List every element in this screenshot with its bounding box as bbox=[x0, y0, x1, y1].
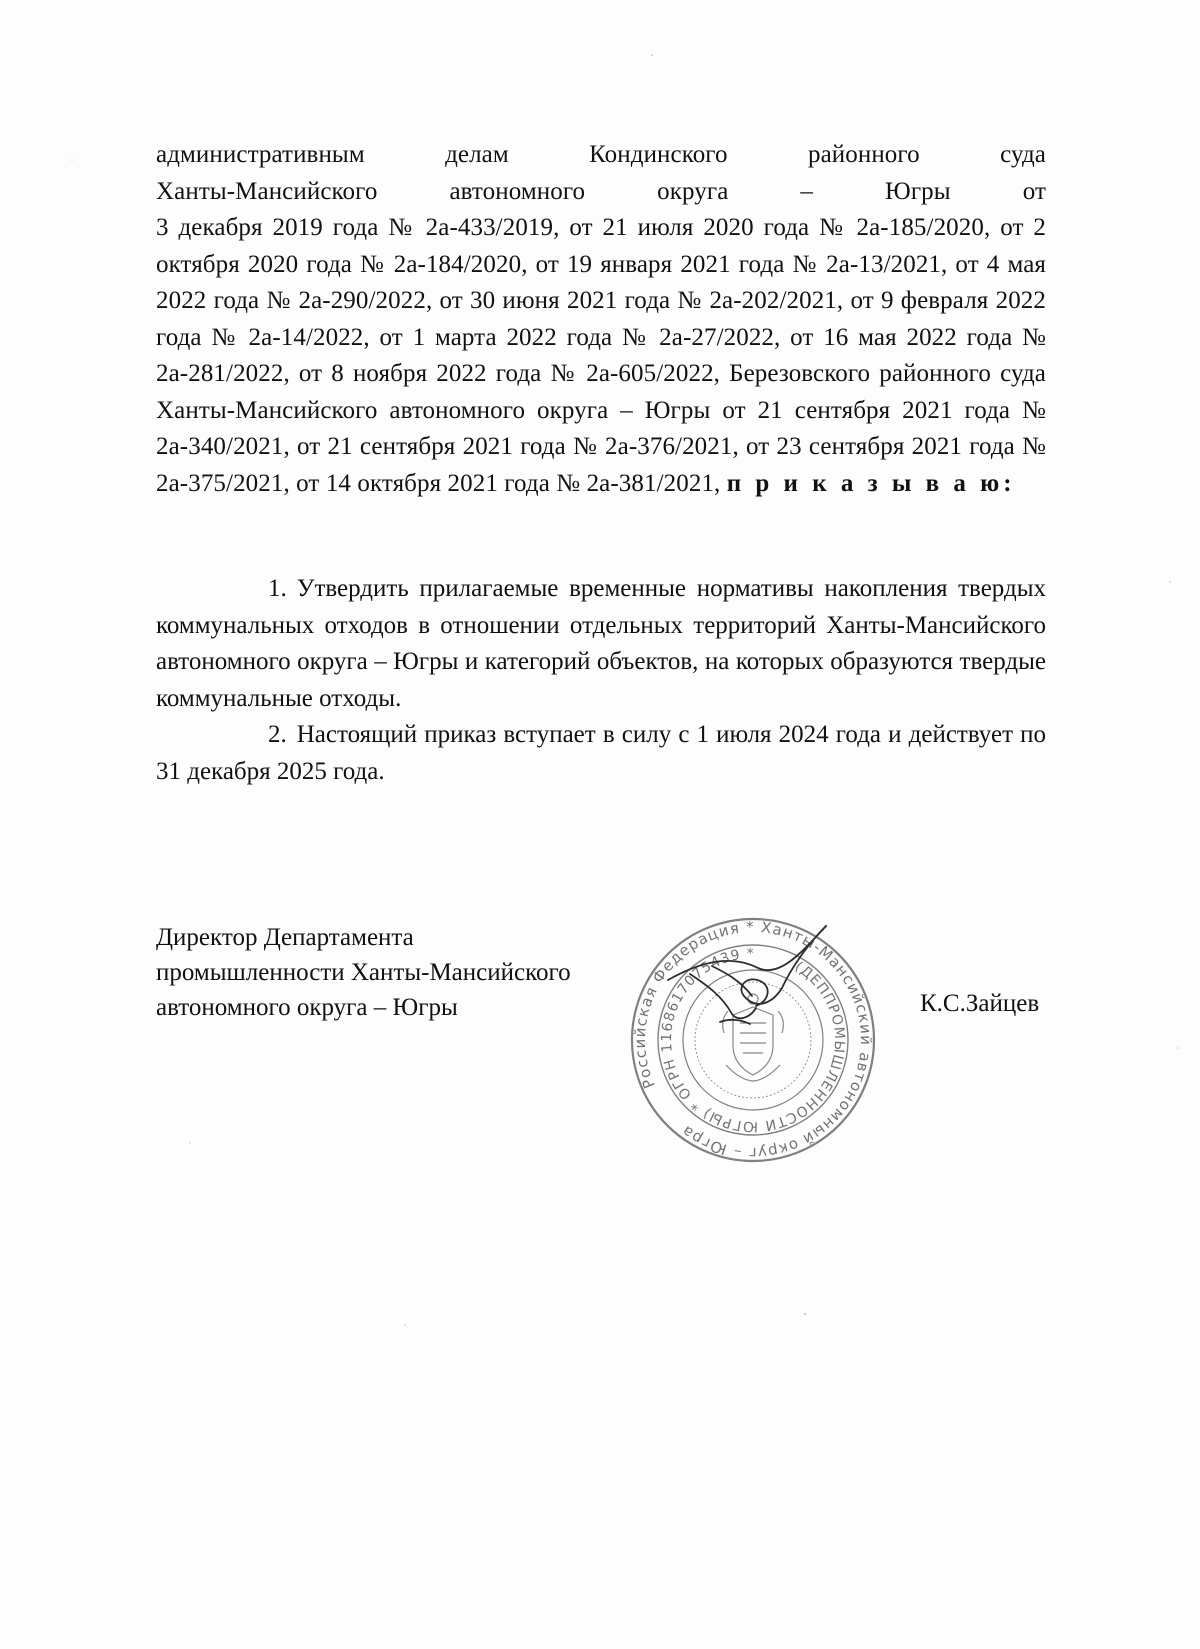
order-item-number: 1. bbox=[268, 575, 287, 602]
preamble bbox=[156, 137, 1046, 502]
signatory-title-line-2: промышленности Ханты-Мансийского bbox=[156, 959, 571, 986]
order-word: п р и к а з ы в а ю: bbox=[726, 469, 1016, 497]
preamble-line-1: административным делам Кондинского районного суда bbox=[156, 141, 1046, 168]
order-item-number: 2. bbox=[268, 721, 287, 748]
signatory-title-line-3: автономного округа – Югры bbox=[156, 994, 458, 1021]
order-item-text: Утвердить прилагаемые временные нормативы накопления твердых коммунальных отходов в отношении отдельных территорий Ханты-Мансийского автономного округа – Югры и категорий объектов, на которых образуются твердые коммунальные отходы. bbox=[156, 575, 1046, 712]
signatory-name: К.С.Зайцев bbox=[920, 990, 1040, 1017]
order-item-text: Настоящий приказ вступает в силу с 1 июля 2024 года и действует по 31 декабря 2025 года. bbox=[156, 721, 1046, 785]
order-items bbox=[156, 571, 1046, 790]
seal-outer-text: Российская Федерация * Ханты-Мансийский автономный округ – Югра bbox=[630, 917, 876, 1163]
signatory-title bbox=[156, 920, 571, 1025]
preamble-rest-text: 3 декабря 2019 года № 2а-433/2019, от 21 июля 2020 года № 2а-185/2020, от 2 октября 2020 года № 2а-184/2020, от 19 января 2021 года № 2а-13/2021, от 4 мая 2022 года № 2а-290/2022, от 30 июня 2021 года № 2а-202/2021, от 9 февраля 2022 года № 2а-14/2022, от 1 марта 2022 года № 2а-27/2022, от 16 мая 2022 года № 2а-281/2022, от 8 ноября 2022 года № 2а-605/2022, Березовского районного суда Ханты-Мансийского автономного округа – Югры от 21 сентября 2021 года № 2а-340/2021, от 21 сентября 2021 года № 2а-376/2021, от 23 сентября 2021 года № 2а-375/2021, от 14 октября 2021 года № 2а-381/2021, bbox=[156, 214, 1046, 497]
preamble-rest bbox=[156, 210, 1046, 502]
order-item bbox=[156, 571, 1046, 717]
preamble-line-2: Ханты-Мансийского автономного округа – Югры от bbox=[156, 177, 1046, 205]
handwritten-signature bbox=[660, 922, 830, 1032]
seal-inner-text: (ДЕППРОМЫШЛЕННОСТИ ЮГРЫ) * ОГРН 1168617075439 * bbox=[658, 945, 848, 1135]
signatory-title-line-1: Директор Департамента bbox=[156, 924, 414, 951]
order-item bbox=[156, 717, 1046, 790]
